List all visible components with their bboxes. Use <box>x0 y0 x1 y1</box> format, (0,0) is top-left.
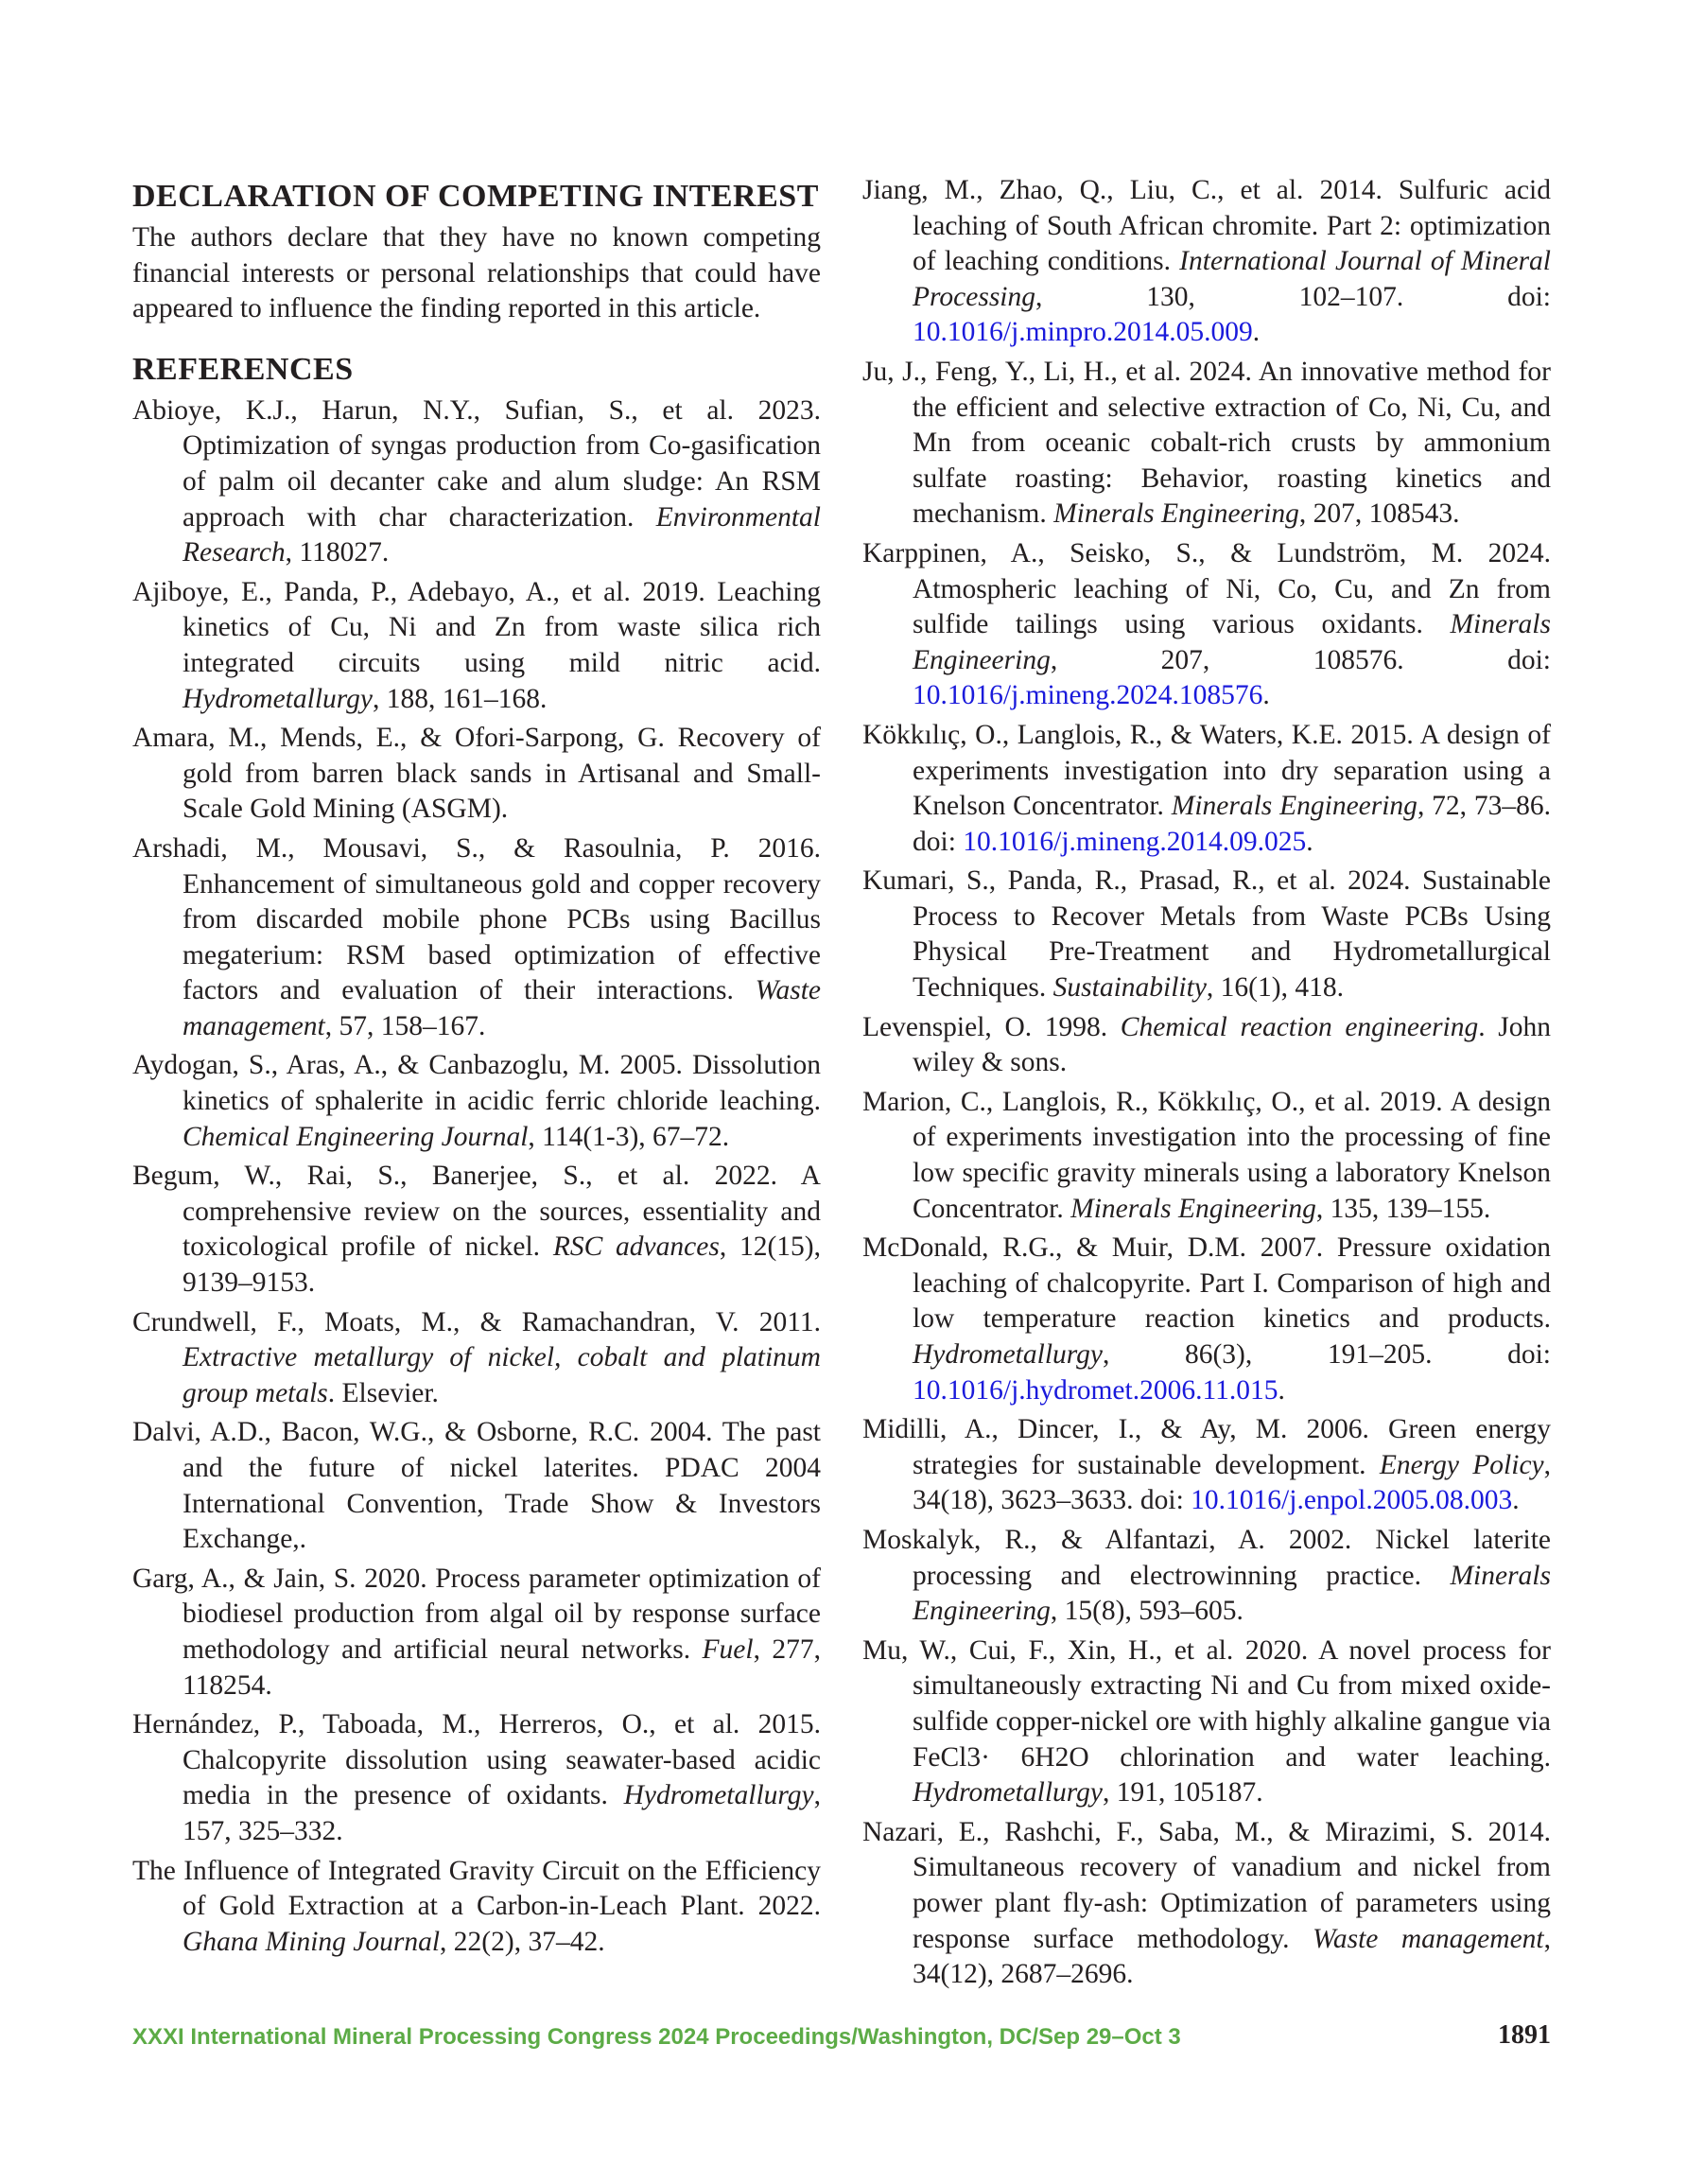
reference-details: , 207, 108576. doi: <box>1050 644 1551 675</box>
reference-details: , 34(18), 3623–3633. doi: <box>913 1449 1552 1516</box>
reference-text: Nazari, E., Rashchi, F., Saba, M., & Mirazimi, S. 2014. Simultaneous recovery of vanadium and nickel from power plant fly-ash: Optimization of parameters using response surface methodology. <box>862 1816 1551 1954</box>
reference-journal: International Journal of Mineral Processing <box>913 246 1551 312</box>
reference-text: Ajiboye, E., Panda, P., Adebayo, A., et al. 2019. Leaching kinetics of Cu, Ni and Zn from waste silica rich integrated circuits using mild nitric acid. <box>132 576 821 678</box>
reference-details: , 114(1-3), 67–72. <box>528 1121 730 1152</box>
reference-journal: Energy Policy <box>1379 1449 1544 1480</box>
references-list-left <box>132 393 821 1961</box>
reference-entry <box>132 393 821 571</box>
reference-entry <box>132 1854 821 1961</box>
reference-entry <box>132 1305 821 1412</box>
reference-journal: Chemical Engineering Journal <box>183 1121 529 1152</box>
reference-text: Moskalyk, R., & Alfantazi, A. 2002. Nickel laterite processing and electrowinning practice. <box>862 1524 1551 1591</box>
reference-details: , 207, 108543. <box>1298 498 1460 530</box>
reference-details: , 277, 118254. <box>183 1634 821 1701</box>
reference-text: Kökkılıç, O., Langlois, R., & Waters, K.E. 2015. A design of experiments investigation into dry separation using a Knelson Concentrator. <box>862 719 1551 822</box>
reference-text: Aydogan, S., Aras, A., & Canbazoglu, M. 2005. Dissolution kinetics of sphalerite in acidic ferric chloride leaching. <box>132 1050 821 1117</box>
reference-entry <box>132 1048 821 1155</box>
doi-link[interactable]: 10.1016/j.mineng.2024.108576 <box>913 680 1263 711</box>
declaration-text: The authors declare that they have no known competing financial interests or personal relationships that could have appeared to influence the finding reported in this article. <box>132 222 821 324</box>
reference-journal: Waste management <box>183 975 821 1041</box>
reference-details: , 86(3), 191–205. doi: <box>1103 1339 1551 1370</box>
reference-details: , 72, 73–86. doi: <box>913 791 1551 857</box>
doi-link[interactable]: 10.1016/j.enpol.2005.08.003 <box>1191 1485 1513 1516</box>
reference-journal: Hydrometallurgy <box>913 1777 1103 1808</box>
reference-details: , 188, 161–168. <box>373 683 548 714</box>
reference-details: , 191, 105187. <box>1103 1777 1263 1808</box>
reference-details: , 15(8), 593–605. <box>1050 1596 1244 1627</box>
reference-journal: Chemical reaction engineering <box>1120 1011 1479 1042</box>
doi-link[interactable]: 10.1016/j.mineng.2014.09.025 <box>963 826 1307 857</box>
reference-journal: Extractive metallurgy of nickel, cobalt and platinum group metals <box>183 1342 821 1408</box>
reference-journal: Fuel <box>702 1634 754 1665</box>
reference-journal: Minerals Engineering <box>1171 791 1417 822</box>
reference-journal: Minerals Engineering <box>913 1560 1551 1627</box>
doi-link[interactable]: 10.1016/j.minpro.2014.05.009 <box>913 317 1253 348</box>
reference-text: Ju, J., Feng, Y., Li, H., et al. 2024. An innovative method for the efficient and selective extraction of Co, Ni, Cu, and Mn from oceanic cobalt-rich crusts by ammonium sulfate roasting: Behavior, roasting kinetics and mechanism. <box>862 356 1551 530</box>
reference-text: Crundwell, F., Moats, M., & Ramachandran, V. 2011. <box>132 1306 821 1337</box>
reference-entry <box>862 1523 1551 1630</box>
reference-details: , 130, 102–107. doi: <box>1035 281 1551 312</box>
reference-entry <box>132 1707 821 1849</box>
doi-link[interactable]: 10.1016/j.hydromet.2006.11.015 <box>913 1374 1278 1406</box>
reference-text: Hernández, P., Taboada, M., Herreros, O., et al. 2015. Chalcopyrite dissolution using seawater-based acidic media in the presence of oxidants. <box>132 1709 821 1811</box>
reference-details: , 34(12), 2687–2696. <box>913 1923 1551 1990</box>
reference-details: , 157, 325–332. <box>183 1780 821 1846</box>
reference-text: Begum, W., Rai, S., Banerjee, S., et al. 2022. A comprehensive review on the sources, essentiality and toxicological profile of nickel. <box>132 1161 821 1263</box>
reference-text: Levenspiel, O. 1998. <box>862 1011 1121 1042</box>
reference-text: Arshadi, M., Mousavi, S., & Rasoulnia, P. 2016. Enhancement of simultaneous gold and copper recovery from discarded mobile phone PCBs using Bacillus megaterium: RSM based optimization of effective factors and evaluation of their interactions. <box>132 832 821 1006</box>
reference-journal: Minerals Engineering <box>913 609 1551 675</box>
reference-entry <box>132 1562 821 1704</box>
references-list-right <box>862 173 1551 1993</box>
reference-entry <box>132 831 821 1045</box>
reference-entry: McDonald, R.G., & Muir, D.M. 2007. Pressure oxidation leaching of chalcopyrite. Part I. Comparison of high and low temperature reaction kinetics and products. Hydrometallurgy, 86(3), 191–205. doi: 10.1016/j.hydromet.2006.11.015. <box>862 1232 1551 1406</box>
reference-text: Mu, W., Cui, F., Xin, H., et al. 2020. A novel process for simultaneously extracting Ni and Cu from mixed oxide-sulfide copper-nickel ore with highly alkaline gangue via FeCl3· 6H2O chlorination and water leaching. <box>862 1634 1551 1773</box>
left-column <box>132 173 821 1964</box>
reference-text: The Influence of Integrated Gravity Circuit on the Efficiency of Gold Extraction at a Carbon-in-Leach Plant. 2022. <box>132 1855 821 1922</box>
reference-details: , 135, 139–155. <box>1315 1193 1491 1224</box>
page-footer <box>132 2020 1551 2062</box>
reference-text: Kumari, S., Panda, R., Prasad, R., et al. 2024. Sustainable Process to Recover Metals from Waste PCBs Using Physical Pre-Treatment and Hydrometallurgical Techniques. <box>862 865 1551 1004</box>
reference-details: , 57, 158–167. <box>324 1010 486 1041</box>
reference-text: Karppinen, A., Seisko, S., & Lundström, M. 2024. Atmospheric leaching of Ni, Co, Cu, and Zn from sulfide tailings using various oxidants. <box>862 537 1551 640</box>
reference-journal: Environmental Research <box>183 501 821 568</box>
reference-text: Dalvi, A.D., Bacon, W.G., & Osborne, R.C. 2004. The past and the future of nickel laterites. PDAC 2004 International Convention, Trade Show & Investors Exchange,. <box>132 1417 821 1555</box>
reference-entry: Jiang, M., Zhao, Q., Liu, C., et al. 2014. Sulfuric acid leaching of South African chromite. Part 2: optimization of leaching conditions. International Journal of Mineral Processing, 130, 102–107. doi: 10.1016/j.minpro.2014.05.009. <box>862 175 1551 348</box>
reference-entry <box>862 1085 1551 1227</box>
reference-details: . Elsevier. <box>327 1377 439 1408</box>
reference-entry: Karppinen, A., Seisko, S., & Lundström, M. 2024. Atmospheric leaching of Ni, Co, Cu, and Zn from sulfide tailings using various oxidants. Minerals Engineering, 207, 108576. doi: 10.1016/j.mineng.2024.108576. <box>862 537 1551 711</box>
reference-journal: Waste management <box>1313 1923 1544 1954</box>
conference-footer: XXXI International Mineral Processing Congress 2024 Proceedings/Washington, DC/Sep 29–Oct 3 <box>132 2024 1181 2050</box>
reference-text: Amara, M., Mends, E., & Ofori-Sarpong, G. Recovery of gold from barren black sands in Artisanal and Small-Scale Gold Mining (ASGM). <box>132 723 821 825</box>
reference-text: Jiang, M., Zhao, Q., Liu, C., et al. 2014. Sulfuric acid leaching of South African chromite. Part 2: optimization of leaching conditions. <box>862 175 1551 277</box>
reference-journal: Minerals Engineering <box>1070 1193 1316 1224</box>
reference-entry <box>132 1159 821 1301</box>
reference-details: , 12(15), 9139–9153. <box>183 1232 821 1299</box>
reference-entry <box>862 1634 1551 1811</box>
reference-entry <box>132 721 821 828</box>
reference-text: Marion, C., Langlois, R., Kökkılıç, O., et al. 2019. A design of experiments investigation into the processing of fine low specific gravity minerals using a laboratory Knelson Concentrator. <box>862 1086 1551 1224</box>
right-column <box>862 173 1551 1997</box>
reference-details: , 16(1), 418. <box>1206 972 1344 1004</box>
declaration-heading: DECLARATION OF COMPETING INTEREST <box>132 179 819 214</box>
reference-journal: Hydrometallurgy <box>623 1780 814 1811</box>
reference-text: Abioye, K.J., Harun, N.Y., Sufian, S., et al. 2023. Optimization of syngas production from Co-gasification of palm oil decanter cake and alum sludge: An RSM approach with char characterization. <box>132 394 821 533</box>
reference-journal: Hydrometallurgy <box>183 683 373 714</box>
reference-entry: Kökkılıç, O., Langlois, R., & Waters, K.E. 2015. A design of experiments investigation into dry separation using a Knelson Concentrator. Minerals Engineering, 72, 73–86. doi: 10.1016/j.mineng.2014.09.025. <box>862 719 1551 857</box>
reference-entry <box>862 355 1551 533</box>
reference-details: . John wiley & sons. <box>913 1011 1551 1078</box>
page-number: 1891 <box>1498 2020 1551 2050</box>
reference-text: Garg, A., & Jain, S. 2020. Process parameter optimization of biodiesel production from algal oil by response surface methodology and artificial neural networks. <box>132 1563 821 1665</box>
reference-text: Midilli, A., Dincer, I., & Ay, M. 2006. Green energy strategies for sustainable development. <box>862 1414 1551 1480</box>
reference-details: , 118027. <box>285 537 390 568</box>
reference-entry <box>862 864 1551 1005</box>
reference-details: , 22(2), 37–42. <box>440 1926 605 1957</box>
reference-journal: Hydrometallurgy <box>913 1339 1103 1370</box>
reference-journal: Ghana Mining Journal <box>183 1926 441 1957</box>
references-heading: REFERENCES <box>132 351 354 387</box>
reference-entry: Midilli, A., Dincer, I., & Ay, M. 2006. Green energy strategies for sustainable development. Energy Policy, 34(18), 3623–3633. doi: 10.1016/j.enpol.2005.08.003. <box>862 1414 1552 1516</box>
reference-entry <box>132 1415 821 1557</box>
reference-entry <box>132 575 821 717</box>
reference-text: McDonald, R.G., & Muir, D.M. 2007. Pressure oxidation leaching of chalcopyrite. Part I. Comparison of high and low temperature reaction kinetics and products. <box>862 1232 1551 1335</box>
reference-entry <box>862 1815 1551 1993</box>
reference-journal: RSC advances <box>552 1232 720 1263</box>
reference-journal: Minerals Engineering <box>1053 498 1299 530</box>
reference-journal: Sustainability <box>1052 972 1207 1004</box>
reference-entry <box>862 1010 1551 1081</box>
